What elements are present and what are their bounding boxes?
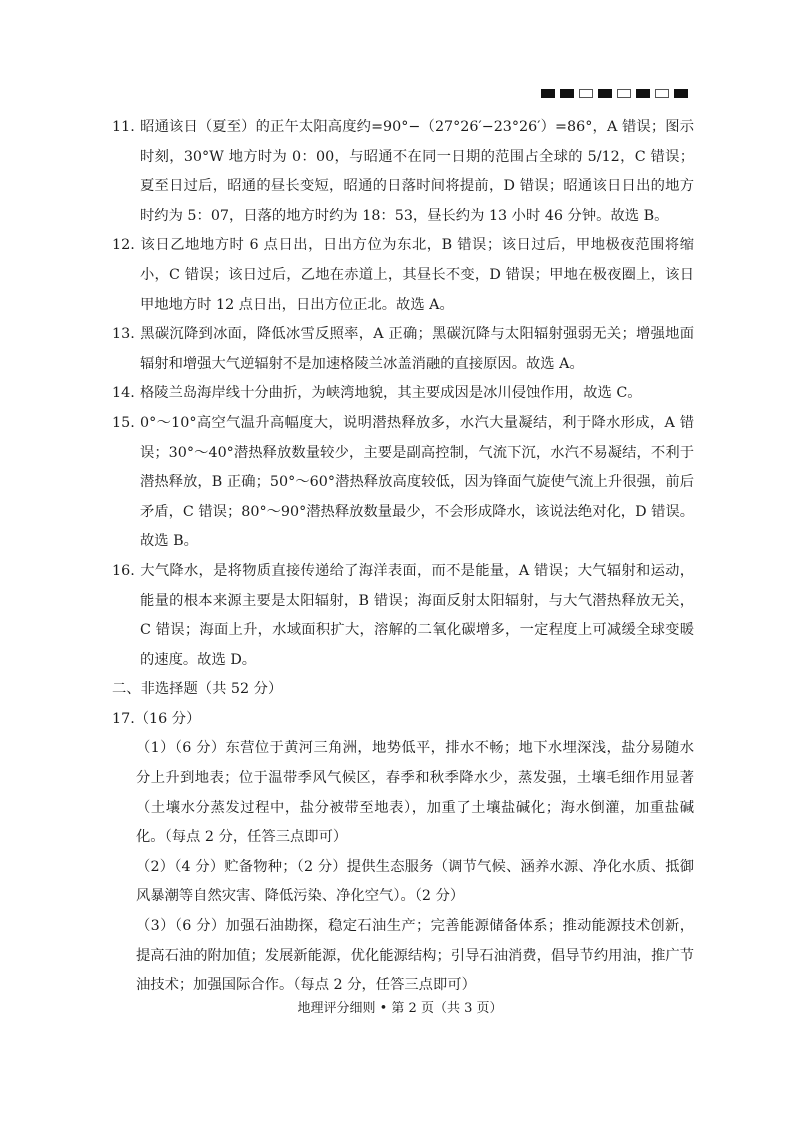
answer-number: 13. (112, 326, 135, 343)
header-mark (674, 89, 688, 98)
header-mark (598, 89, 612, 98)
header-mark (655, 89, 669, 98)
answer-number: 11. (112, 119, 135, 135)
answer-text: 格陵兰岛海岸线十分曲折，为峡湾地貌，其主要成因是冰川侵蚀作用，故选 C。 (140, 385, 642, 402)
answer-content (112, 113, 694, 1001)
header-marks (541, 89, 688, 98)
answer-13 (112, 320, 694, 379)
page-footer: 地理评分细则 • 第 2 页（共 3 页） (297, 1001, 503, 1016)
question-17-part-2: （2）（4 分）贮备物种；（2 分）提供生态服务（调节气候、涵养水源、净化水质、抵御风暴潮等自然灾害、降低污染、净化空气）。（2 分） (136, 858, 694, 905)
question-17-part-3: （3）（6 分）加强石油勘探，稳定石油生产；完善能源储备体系；推动能源技术创新，提高石油的附加值；发展新能源，优化能源结构；引导石油消费，倡导节约用油，推广节油技术；加强国际合作。（每点 2 分，任答三点即可） (136, 918, 694, 994)
header-mark (541, 89, 555, 98)
answer-16 (112, 557, 694, 675)
answer-text: 0°～10°高空气温升高幅度大，说明潜热释放多，水汽大量凝结，利于降水形成，A 错误；30°～40°潜热释放数量较少，主要是副高控制，气流下沉，水汽不易凝结，不利于潜热释放，B 正确；50°～60°潜热释放高度较低，因为锋面气旋使气流上升很强，前后矛盾，C 错误；80°～90°潜热释放数量最少，不会形成降水，该说法绝对化，D 错误。故选 B。 (140, 414, 694, 550)
header-mark (579, 89, 593, 98)
header-mark (636, 89, 650, 98)
header-mark (560, 89, 574, 98)
answer-text: 该日乙地地方时 6 点日出，日出方位为东北，B 错误；该日过后，甲地极夜范围将缩小，C 错误；该日过后，乙地在赤道上，其昼长不变，D 错误；甲地在极夜圈上，该日甲地地方时 12 点日出，日出方位正北。故选 A。 (140, 237, 694, 313)
answer-number: 15. (112, 414, 135, 431)
answer-12 (112, 231, 694, 320)
answer-text: 昭通该日（夏至）的正午太阳高度约=90°−（27°26′−23°26′）=86°，A 错误；图示时刻，30°W 地方时为 0：00，与昭通不在同一日期的范围占全球的 5/12，C 错误；夏至日过后，昭通的昼长变短，昭通的日落时间将提前，D 错误；昭通该日日出的地方时约为 5：07，日落的地方时约为 18：53，昼长约为 13 小时 46 分钟。故选 B。 (140, 119, 694, 224)
section-title: 二、非选择题（共 52 分） (112, 681, 283, 698)
question-17-part-1: （1）（6 分）东营位于黄河三角洲，地势低平，排水不畅；地下水埋深浅，盐分易随水分上升到地表；位于温带季风气候区，春季和秋季降水少，蒸发强，土壤毛细作用显著（土壤水分蒸发过程中，盐分被带至地表），加重了土壤盐碱化；海水倒灌，加重盐碱化。（每点 2 分，任答三点即可） (136, 740, 694, 846)
answer-number: 16. (112, 562, 135, 579)
answer-14 (112, 379, 694, 409)
answer-text: 黑碳沉降到冰面，降低冰雪反照率，A 正确；黑碳沉降与太阳辐射强弱无关；增强地面辐射和增强大气逆辐射不是加速格陵兰冰盖消融的直接原因。故选 A。 (140, 326, 694, 372)
answer-text: 大气降水，是将物质直接传递给了海洋表面，而不是能量，A 错误；大气辐射和运动，能量的根本来源主要是太阳辐射，B 错误；海面反射太阳辐射，与大气潜热释放无关，C 错误；海面上升，水域面积扩大，溶解的二氧化碳增多，一定程度上可减缓全球变暖的速度。故选 D。 (140, 562, 694, 668)
answer-number: 12. (112, 237, 135, 254)
answer-number: 14. (112, 385, 135, 402)
answer-15 (112, 409, 694, 557)
question-17-heading: 17.（16 分） (112, 710, 201, 727)
header-mark (617, 89, 631, 98)
answer-11 (112, 113, 694, 231)
